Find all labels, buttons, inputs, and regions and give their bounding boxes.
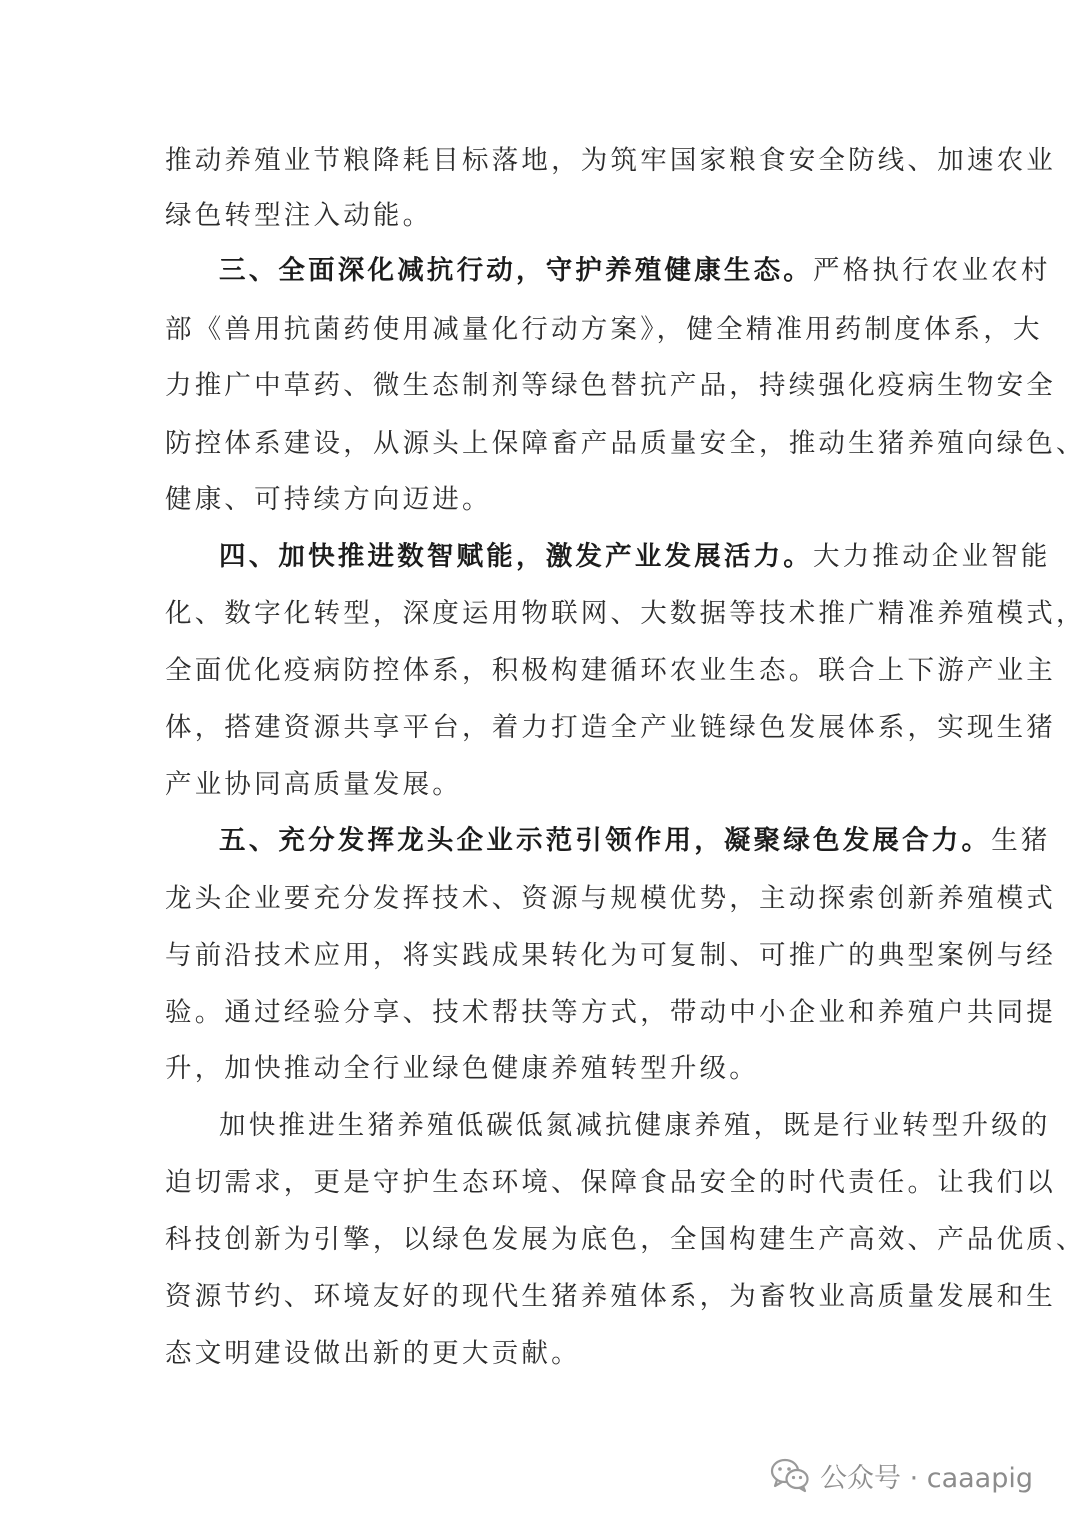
- text-line: 推动养殖业节粮降耗目标落地，为筑牢国家粮食安全防线、加速农业: [165, 145, 1056, 176]
- text-line: 化、数字化转型，深度运用物联网、大数据等技术推广精准养殖模式，: [165, 598, 1086, 629]
- section-heading-line: 四、加快推进数智赋能，激发产业发展活力。大力推动企业智能: [219, 541, 1051, 572]
- text-line: 态文明建设做出新的更大贡献。: [165, 1338, 581, 1369]
- section-heading-line: 三、全面深化减抗行动，守护养殖健康生态。严格执行农业农村: [219, 255, 1051, 286]
- text-line: 产业协同高质量发展。: [165, 769, 462, 800]
- text-line: 绿色转型注入动能。: [165, 200, 433, 231]
- text-line: 防控体系建设，从源头上保障畜产品质量安全，推动生猪养殖向绿色、: [165, 428, 1086, 459]
- text-line: 龙头企业要充分发挥技术、资源与规模优势，主动探索创新养殖模式: [165, 883, 1056, 914]
- text-line: 迫切需求，更是守护生态环境、保障食品安全的时代责任。让我们以: [165, 1167, 1056, 1198]
- watermark-label: 公众号 · caaapig: [820, 1462, 1034, 1494]
- text-line: 健康、可持续方向迈进。: [165, 484, 492, 515]
- section-heading: 五、充分发挥龙头企业示范引领作用，凝聚绿色发展合力。: [219, 825, 992, 856]
- text-line: 部《兽用抗菌药使用减量化行动方案》，健全精准用药制度体系，大: [165, 314, 1043, 345]
- wechat-icon: [770, 1458, 810, 1492]
- text-line: 科技创新为引擎，以绿色发展为底色，全国构建生产高效、产品优质、: [165, 1224, 1086, 1255]
- section-heading-line: 五、充分发挥龙头企业示范引领作用，凝聚绿色发展合力。生猪: [219, 825, 1051, 856]
- text-line: 体，搭建资源共享平台，着力打造全产业链绿色发展体系，实现生猪: [165, 712, 1056, 743]
- section-heading: 三、全面深化减抗行动，守护养殖健康生态。: [219, 255, 813, 286]
- section-heading: 四、加快推进数智赋能，激发产业发展活力。: [219, 541, 813, 572]
- wechat-watermark: [770, 1455, 1033, 1495]
- text-line: 力推广中草药、微生态制剂等绿色替抗产品，持续强化疫病生物安全: [165, 370, 1056, 401]
- text-line: 升，加快推动全行业绿色健康养殖转型升级。: [165, 1053, 759, 1084]
- text-line: 资源节约、环境友好的现代生猪养殖体系，为畜牧业高质量发展和生: [165, 1281, 1056, 1312]
- text-line: 与前沿技术应用，将实践成果转化为可复制、可推广的典型案例与经: [165, 940, 1056, 971]
- text-line: 加快推进生猪养殖低碳低氮减抗健康养殖，既是行业转型升级的: [219, 1110, 1051, 1141]
- text-line: 全面优化疫病防控体系，积极构建循环农业生态。联合上下游产业主: [165, 655, 1056, 686]
- text-line: 验。通过经验分享、技术帮扶等方式，带动中小企业和养殖户共同提: [165, 997, 1056, 1028]
